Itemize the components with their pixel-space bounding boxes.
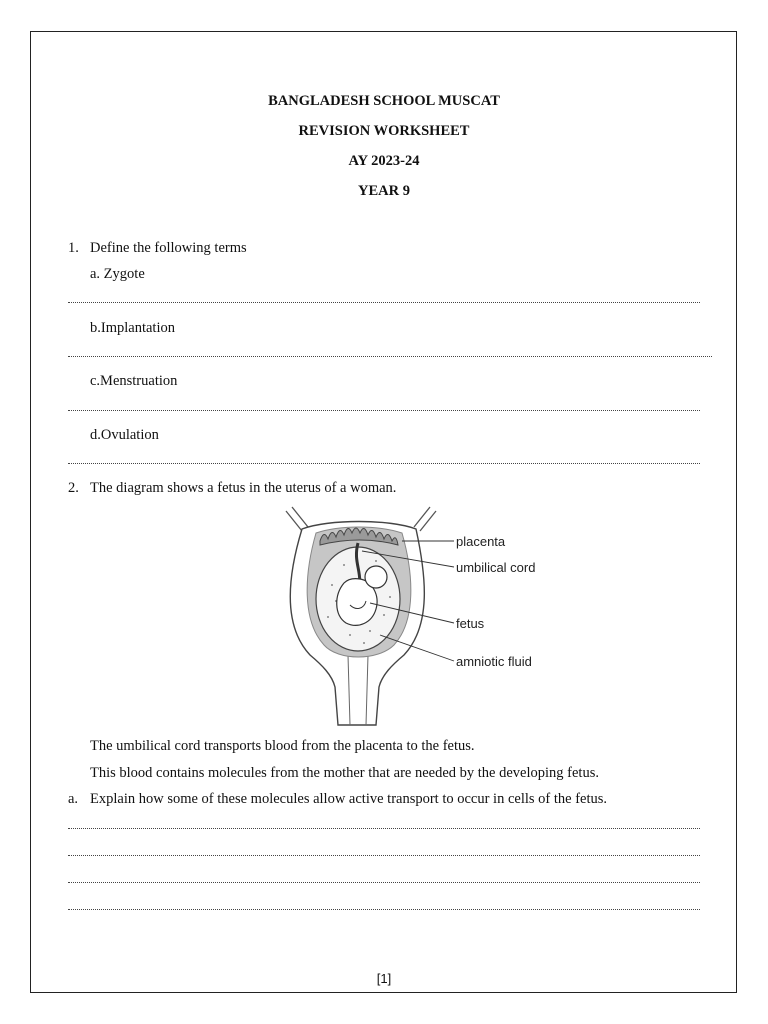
worksheet-title: REVISION WORKSHEET — [298, 123, 470, 139]
q1-prompt: Define the following terms — [90, 240, 247, 256]
q1-number: 1. — [68, 240, 79, 256]
q1-term-menstruation: c.Menstruation — [90, 373, 178, 389]
answer-line[interactable] — [68, 855, 700, 856]
label-umbilical-cord: umbilical cord — [456, 560, 536, 575]
year-level: YEAR 9 — [358, 183, 410, 199]
academic-year: AY 2023-24 — [348, 153, 420, 169]
q2-info-line-1: The umbilical cord transports blood from the placenta to the fetus. — [90, 738, 475, 754]
fetus-head — [365, 566, 387, 588]
answer-line[interactable] — [68, 410, 700, 411]
label-fetus: fetus — [456, 616, 485, 631]
q2a-letter: a. — [68, 791, 79, 807]
label-amniotic-fluid: amniotic fluid — [456, 654, 532, 669]
q2-prompt: The diagram shows a fetus in the uterus of a woman. — [90, 480, 397, 496]
answer-line[interactable] — [68, 882, 700, 883]
page-marker: [1] — [376, 971, 392, 986]
school-name: BANGLADESH SCHOOL MUSCAT — [268, 93, 500, 109]
fetus-uterus-diagram — [280, 505, 560, 730]
q1-term-ovulation: d.Ovulation — [90, 427, 159, 443]
answer-line[interactable] — [68, 356, 712, 357]
answer-line[interactable] — [68, 909, 700, 910]
q1-term-implantation: b.Implantation — [90, 320, 175, 336]
q1-term-zygote: a. Zygote — [90, 266, 145, 282]
answer-line[interactable] — [68, 828, 700, 829]
answer-line[interactable] — [68, 463, 700, 464]
q2a-prompt: Explain how some of these molecules allow active transport to occur in cells of the fetus. — [90, 791, 608, 807]
label-placenta: placenta — [456, 534, 506, 549]
q2-info-line-2: This blood contains molecules from the mother that are needed by the developing fetus. — [90, 765, 599, 781]
q2-number: 2. — [68, 480, 79, 496]
answer-line[interactable] — [68, 302, 700, 303]
